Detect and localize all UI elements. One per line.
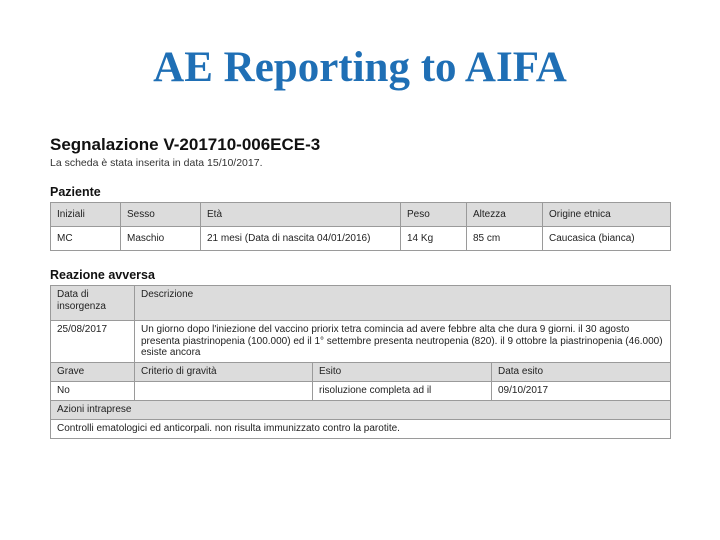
outcome-value-row	[51, 381, 671, 400]
report-document	[50, 134, 670, 439]
patient-value-row	[51, 227, 671, 251]
outcome-value-cell: No	[51, 381, 135, 400]
patient-header-cell: Età	[201, 203, 401, 227]
outcome-header-cell: Criterio di gravità	[135, 362, 313, 381]
patient-section-title: Paziente	[50, 185, 101, 199]
slide-title: AE Reporting to AIFA	[153, 44, 567, 91]
actions-value-row	[51, 419, 671, 438]
patient-table	[50, 202, 671, 251]
outcome-value-cell	[135, 381, 313, 400]
outcome-value-cell: risoluzione completa ad il	[313, 381, 492, 400]
patient-value-cell: 85 cm	[467, 227, 543, 251]
outcome-header-cell: Grave	[51, 362, 135, 381]
actions-label: Azioni intraprese	[51, 400, 671, 419]
outcome-value-cell: 09/10/2017	[492, 381, 671, 400]
patient-header-cell: Peso	[401, 203, 467, 227]
patient-value-cell: MC	[51, 227, 121, 251]
actions-value: Controlli ematologici ed anticorpali. non risulta immunizzato contro la parotite.	[51, 419, 671, 438]
outcome-header-cell: Data esito	[492, 362, 671, 381]
patient-header-cell: Altezza	[467, 203, 543, 227]
outcome-header-cell: Esito	[313, 362, 492, 381]
patient-header-row	[51, 203, 671, 227]
patient-value-cell: 21 mesi (Data di nascita 04/01/2016)	[201, 227, 401, 251]
description-value: Un giorno dopo l'iniezione del vaccino priorix tetra comincia ad avere febbre alta che dura 9 giorni. il 30 agosto presenta piastrinopenia (100.000) ed il 1° settembre presenta neutropenia (820). il 9 ottobre la piastrinopenia (46.000) esiste ancora	[135, 321, 671, 363]
reaction-table	[50, 285, 671, 439]
actions-header-row	[51, 400, 671, 419]
reaction-header-row	[51, 286, 671, 321]
reaction-value-row	[51, 321, 671, 363]
patient-header-cell: Origine etnica	[543, 203, 671, 227]
reaction-section-title: Reazione avversa	[50, 268, 155, 282]
onset-label: Data di insorgenza	[51, 286, 135, 321]
description-label: Descrizione	[135, 286, 671, 321]
report-title: Segnalazione V-201710-006ECE-3	[50, 135, 321, 154]
patient-value-cell: 14 Kg	[401, 227, 467, 251]
patient-header-cell: Sesso	[121, 203, 201, 227]
report-subtitle: La scheda è stata inserita in data 15/10/2017.	[50, 157, 263, 169]
outcome-header-row	[51, 362, 671, 381]
patient-value-cell: Caucasica (bianca)	[543, 227, 671, 251]
patient-header-cell: Iniziali	[51, 203, 121, 227]
patient-value-cell: Maschio	[121, 227, 201, 251]
onset-value: 25/08/2017	[51, 321, 135, 363]
